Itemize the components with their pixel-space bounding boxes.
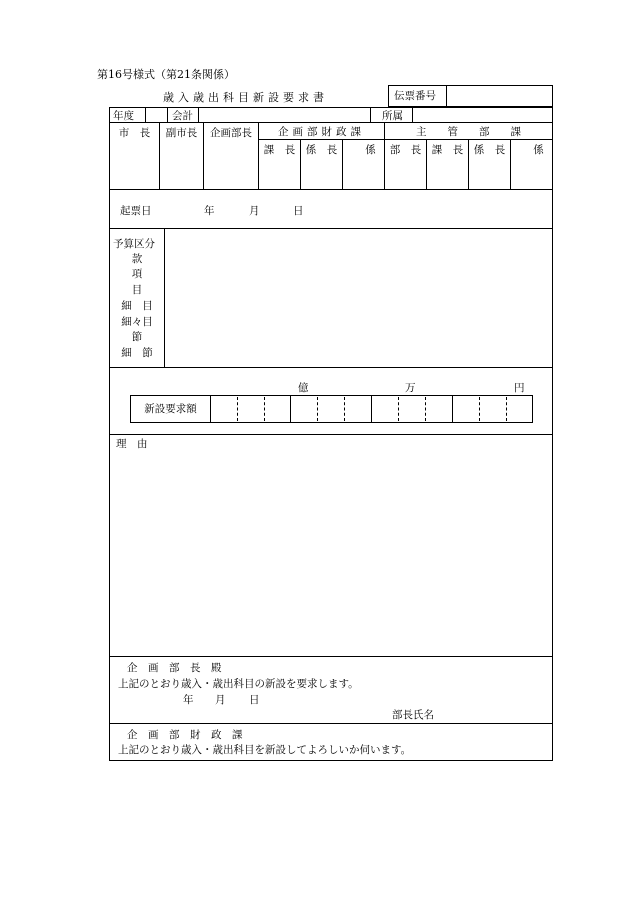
amount-field[interactable] (212, 397, 532, 421)
budget-saimoku: 細 目 (121, 300, 153, 312)
slip-number-field[interactable] (448, 87, 551, 105)
amount-oku: 億 (298, 382, 309, 394)
dept-staff-label: 係 (533, 144, 544, 156)
draft-date-month: 月 (249, 205, 260, 217)
draft-date-year: 年 (204, 205, 215, 217)
request-text: 上記のとおり歳入・歳出科目の新設を要求します。 (118, 678, 359, 690)
account-label: 会計 (172, 110, 193, 122)
budget-moku: 目 (131, 284, 143, 296)
request-signer-label: 部長氏名 (392, 709, 434, 721)
budget-setsu: 節 (131, 331, 143, 343)
amount-yen: 円 (514, 382, 525, 394)
dept-director-label: 部 長 (389, 144, 422, 156)
affiliation-label: 所属 (382, 110, 403, 122)
request-signer-field[interactable] (440, 706, 548, 722)
budget-field[interactable] (166, 230, 551, 366)
affiliation-field[interactable] (413, 108, 551, 122)
draft-date-day: 日 (293, 205, 304, 217)
inquiry-recipient: 企 画 部 財 政 課 (127, 729, 243, 741)
draft-date-label: 起票日 (120, 205, 152, 217)
finance-subchief-label: 係 長 (305, 144, 338, 156)
planning-director-label: 企画部長 (210, 127, 252, 139)
finance-staff-label: 係 (365, 144, 376, 156)
form-id: 第16号様式（第21条関係） (97, 68, 235, 81)
fiscal-year-field[interactable] (146, 108, 166, 122)
dept-chief-label: 課 長 (431, 144, 464, 156)
mayor-label: 市 長 (118, 127, 151, 139)
amount-man: 万 (405, 382, 416, 394)
budget-header: 予算区分 (113, 238, 155, 250)
dept-subchief-label: 係 長 (473, 144, 506, 156)
budget-kou: 項 (131, 268, 143, 280)
fiscal-year-label: 年度 (113, 110, 134, 122)
vice-mayor-label: 副市長 (165, 127, 198, 139)
mayor-stamp-field[interactable] (110, 140, 159, 188)
finance-chief-label: 課 長 (263, 144, 296, 156)
amount-label: 新設要求額 (144, 403, 197, 415)
vice-mayor-stamp-field[interactable] (160, 140, 203, 188)
slip-number-label: 伝票番号 (394, 90, 436, 102)
reason-label: 理 由 (116, 438, 148, 450)
account-field[interactable] (199, 108, 369, 122)
budget-saisetsu: 細 節 (121, 347, 153, 359)
planning-director-stamp-field[interactable] (204, 140, 258, 188)
form-title: 歳入歳出科目新設要求書 (163, 91, 328, 104)
request-year: 年 (183, 694, 194, 706)
request-recipient: 企 画 部 長 殿 (127, 662, 222, 674)
inquiry-text: 上記のとおり歳入・歳出科目を新設してよろしいか伺います。 (118, 744, 412, 756)
finance-division-label: 企画部財政課 (278, 126, 365, 138)
request-month: 月 (215, 694, 226, 706)
request-day: 日 (249, 694, 260, 706)
budget-kan: 款 (131, 253, 143, 265)
reason-field[interactable] (112, 452, 551, 654)
budget-saisaimoku: 細々目 (121, 316, 153, 328)
department-label: 主 管 部 課 (416, 126, 521, 138)
